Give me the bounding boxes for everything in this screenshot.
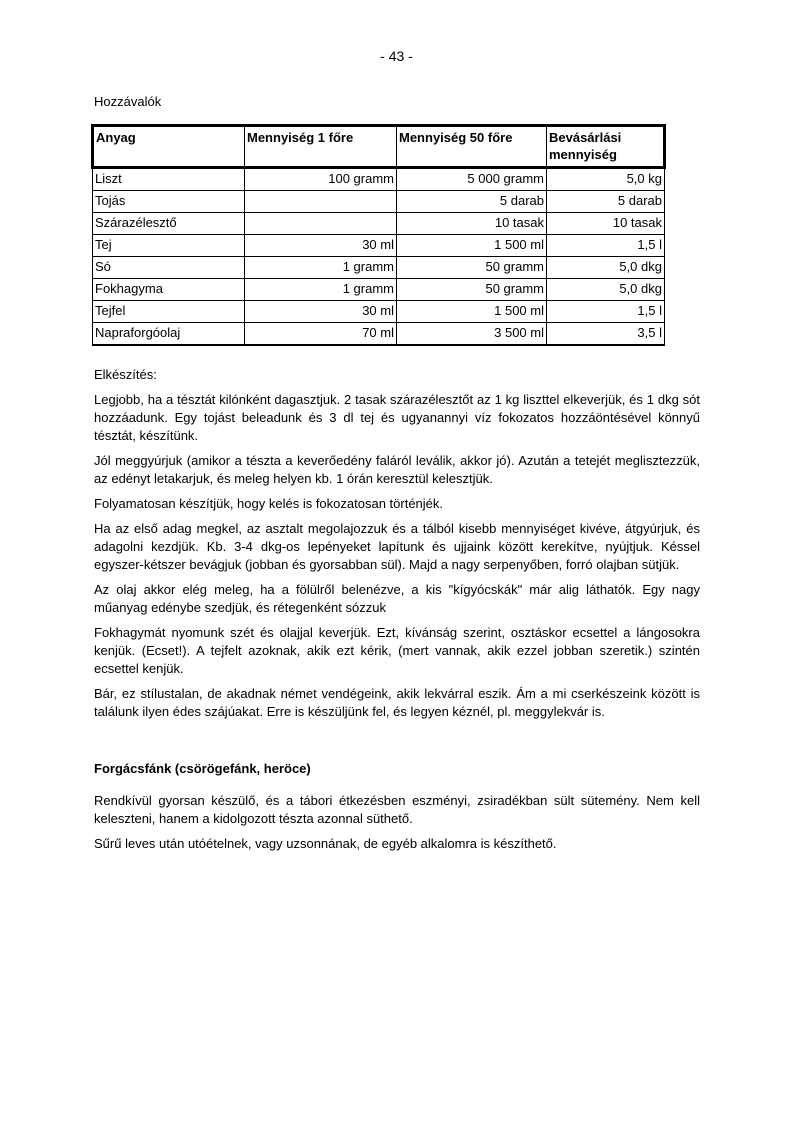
preparation-paragraph: Legjobb, ha a tésztát kilónként dagasztjuk. 2 tasak szárazélesztőt az 1 kg liszttel elkeverjük, és 1 dkg sót hozzáadunk. Egy tojást beleadunk és 3 dl tej és ugyanannyi víz fokozatos hozzáöntésével könnyű tésztát, készítünk. [94, 392, 700, 443]
table-row [93, 235, 665, 257]
cell-qty-per-person [245, 213, 397, 235]
cell-material: Tejfel [93, 301, 245, 323]
cell-shopping-qty: 1,5 l [547, 235, 665, 257]
table-row [93, 168, 665, 191]
cell-shopping-qty: 5 darab [547, 191, 665, 213]
cell-qty-per-person: 1 gramm [245, 257, 397, 279]
cell-material: Fokhagyma [93, 279, 245, 301]
table-header-row [93, 126, 665, 168]
cell-material: Só [93, 257, 245, 279]
cell-shopping-qty: 5,0 kg [547, 168, 665, 191]
table-row [93, 323, 665, 346]
cell-qty-50-people: 50 gramm [397, 257, 547, 279]
recipe-title: Forgácsfánk (csörögefánk, heröce) [94, 761, 311, 776]
preparation-paragraph: Jól meggyúrjuk (amikor a tészta a keverőedény faláról leválik, akkor jó). Azután a tetejét meglisztezzük, az edényt letakarjuk, és meleg helyen kb. 1 órán keresztül kelesztjük. [94, 453, 700, 486]
table-row [93, 279, 665, 301]
cell-shopping-qty: 5,0 dkg [547, 257, 665, 279]
cell-material: Napraforgóolaj [93, 323, 245, 346]
cell-shopping-qty: 10 tasak [547, 213, 665, 235]
cell-material: Liszt [93, 168, 245, 191]
preparation-paragraph: Az olaj akkor elég meleg, ha a fölülről belenézve, a kis "kígyócskák" már alig láthatók. Egy nagy műanyag edénybe szedjük, és rétegenként sózzuk [94, 582, 700, 615]
table-row [93, 301, 665, 323]
cell-shopping-qty: 3,5 l [547, 323, 665, 346]
preparation-section [94, 366, 700, 728]
cell-qty-per-person: 1 gramm [245, 279, 397, 301]
cell-material: Szárazélesztő [93, 213, 245, 235]
cell-qty-50-people: 1 500 ml [397, 301, 547, 323]
cell-qty-50-people: 5 darab [397, 191, 547, 213]
cell-qty-50-people: 5 000 gramm [397, 168, 547, 191]
cell-qty-50-people: 10 tasak [397, 213, 547, 235]
cell-shopping-qty: 5,0 dkg [547, 279, 665, 301]
table-row [93, 191, 665, 213]
header-qty-per-person: Mennyiség 1 főre [245, 126, 397, 168]
next-recipe-section [94, 760, 700, 860]
header-qty-50-people: Mennyiség 50 főre [397, 126, 547, 168]
preparation-label: Elkészítés: [94, 367, 157, 382]
preparation-paragraph: Fokhagymát nyomunk szét és olajjal keverjük. Ezt, kívánság szerint, osztáskor ecsettel a lángosokra kenjük. (Ecset!). A tejfelt azoknak, akik ezt kérik, (mert vannak, akik ezzel jobban szeretik.) szintén ecsettel kenjük. [94, 625, 700, 676]
cell-material: Tej [93, 235, 245, 257]
page-number: - 43 - [380, 48, 413, 64]
preparation-paragraph: Ha az első adag megkel, az asztalt megolajozzuk és a tálból kisebb mennyiséget kivéve, átgyúrjuk, és adagolni kezdjük. Kb. 3-4 dkg-os lepényeket lapítunk és ujjaink között kerekítve, nyújtjuk. Késsel egyszer-kétszer bevágjuk (jobban és gyorsabban sül). Majd a nagy serpenyőben, forró olajban sütjük. [94, 521, 700, 572]
recipe-paragraph: Sűrű leves után utóételnek, vagy uzsonnának, de egyéb alkalomra is készíthető. [94, 836, 557, 851]
cell-qty-50-people: 3 500 ml [397, 323, 547, 346]
header-material: Anyag [93, 126, 245, 168]
ingredients-label: Hozzávalók [94, 94, 162, 109]
preparation-paragraph: Bár, ez stílustalan, de akadnak német vendégeink, akik lekvárral eszik. Ám a mi cserkészeink között is találunk ilyen édes szájúakat. Erre is készüljünk fel, és legyen kéznél, pl. meggylekvár is. [94, 686, 700, 719]
cell-qty-per-person [245, 191, 397, 213]
header-shopping-qty: Bevásárlási mennyiség [547, 126, 665, 168]
cell-qty-per-person: 30 ml [245, 301, 397, 323]
ingredients-table [91, 124, 666, 346]
table-row [93, 213, 665, 235]
cell-qty-per-person: 100 gramm [245, 168, 397, 191]
cell-qty-per-person: 30 ml [245, 235, 397, 257]
cell-qty-50-people: 50 gramm [397, 279, 547, 301]
recipe-paragraph: Rendkívül gyorsan készülő, és a tábori étkezésben eszményi, zsiradékban sült sütemény. Nem kell keleszteni, hanem a kidolgozott tészta azonnal süthető. [94, 793, 700, 826]
cell-shopping-qty: 1,5 l [547, 301, 665, 323]
cell-material: Tojás [93, 191, 245, 213]
table-row [93, 257, 665, 279]
cell-qty-50-people: 1 500 ml [397, 235, 547, 257]
cell-qty-per-person: 70 ml [245, 323, 397, 346]
preparation-paragraph: Folyamatosan készítjük, hogy kelés is fokozatosan történjék. [94, 496, 444, 511]
